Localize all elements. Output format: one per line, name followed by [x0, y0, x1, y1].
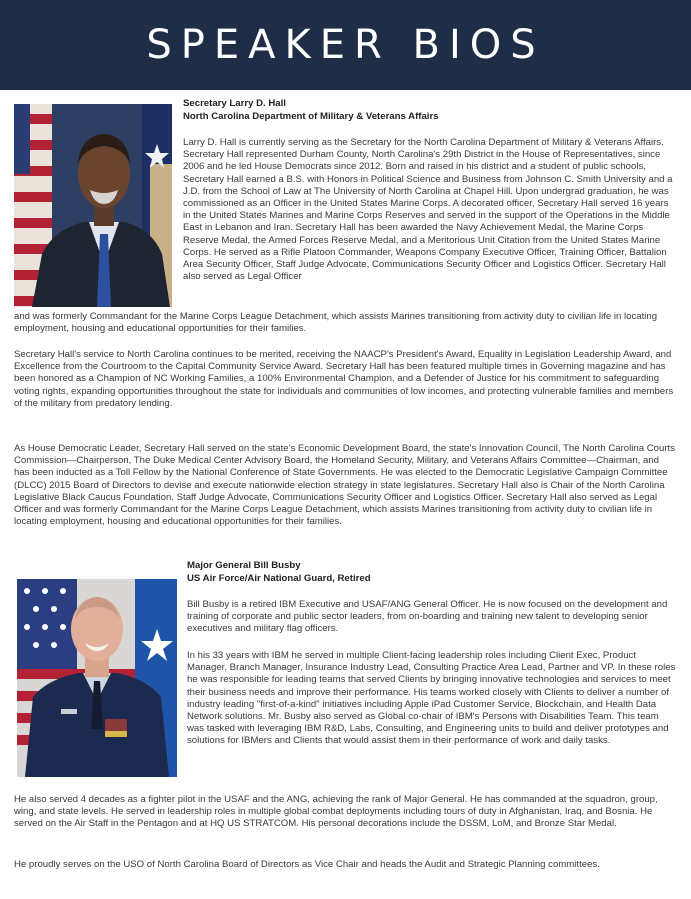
hall-bio-paragraph-1: Larry D. Hall is currently serving as the Secretary for the North Carolina Department of Military & Veterans Affairs. Secretary Hall represented Durham County, North Carolina's 29th District in the House of Representatives, since 2006 and he led House Democrats since 2012. Born and raised in his district and a student of public schools, Secretary Hall earned a B.S. with Honors in Political Science and Business from Johnson C. Smith University and a J.D. from the School of Law at The University of North Carolina at Chapel Hill. Upon undergrad graduation, he was commissioned as an Officer in the United States Marine Corps. A decorated officer, Secretary Hall served 16 years in the United States Marines and Marine Corps Reserves and served in the support of the Operations in the Middle East in Lebanon and Iran. Secretary Hall has been awarded the Navy Achievement Medal, the Marine Corps Reserve Medal, the Armed Forces Reserve Medal, and a Meritorious Unit Citation from the United States Marine Corps. He served as a Rifle Platoon Commander, Weapons Company Executive Officer, Training Officer, Battalion Area Security Officer, Staff Judge Advocate, Communications Security Officer and Logistics Officer. Secretary Hall also served as Legal Officer [183, 137, 673, 283]
speaker-title-hall: North Carolina Department of Military & Veterans Affairs [183, 111, 439, 122]
hall-bio-paragraph-4: As House Democratic Leader, Secretary Hall served on the state's Economic Development Board, the state's Innovation Council, The North Carolina Courts Commission—Chairperson, The Duke Medical Center Advisory Board, the Homeland Security, Military, and Veterans Affairs Committee—Chairman, and has been inducted as a Toll Fellow by the National Conference of State Governments. He was elected to the Democratic Legislative Campaign Committee (DLCC) 2015 Board of Directors to devise and execute nationwide election strategy in state legislatures. Secretary Hall also is Chair of the North Carolina Legislative Black Caucus Foundation. Staff Judge Advocate, Communications Security Officer and Logistics Officer. Secretary Hall also served as Legal Officer and was formerly Commandant for the Marine Corps League Detachment, which assists Marines transitioning from activity duty to civilian life in locating employment, housing and educational opportunities for their families. [14, 443, 675, 528]
speaker-name-hall: Secretary Larry D. Hall [183, 98, 286, 109]
speaker-name-busby: Major General Bill Busby [187, 560, 301, 571]
page-title: SPEAKER BIOS [146, 22, 545, 68]
hall-bio-paragraph-3: Secretary Hall's service to North Carolina continues to be merited, receiving the NAACP's President's Award, Equality in Legislation Leadership Award, and Excellence from the Courtroom to the Capital Community Service Award. Secretary Hall has been featured multiple times in Governing magazine and has been honored as a Champion of NC Working Families, a 100% Environmental Champion, and a Defender of Justice for his commitment to safeguarding voting rights, expanding opportunities throughout the state for individuals and communities of low incomes, and protecting vulnerable families and members of the military from predatory lending. [14, 349, 674, 409]
busby-bio-paragraph-3: He also served 4 decades as a fighter pilot in the USAF and the ANG, achieving the rank of Major General. He has commanded at the squadron, group, wing, and state levels. He served in leadership roles in multiple global combat deployments including tours of duty in Afghanistan, Iraq, and Bosnia. He served on the Air Staff in the Pentagon and at HQ US STRATCOM. His personal decorations include the DSSM, LoM, and Bronze Star Medal. [14, 794, 658, 830]
speaker-title-busby: US Air Force/Air National Guard, Retired [187, 573, 371, 584]
speaker-photo-busby [17, 579, 177, 777]
busby-bio-paragraph-1: Bill Busby is a retired IBM Executive and USAF/ANG General Officer. He is now focused on the development and training of corporate and public sector leaders, from on-boarding and training new talent to developing senior executives and military flag officers. [187, 599, 668, 635]
busby-bio-paragraph-4: He proudly serves on the USO of North Carolina Board of Directors as Vice Chair and heads the Audit and Strategic Planning committees. [14, 859, 600, 870]
speaker-photo-hall [14, 104, 172, 307]
hall-bio-paragraph-2: and was formerly Commandant for the Marine Corps League Detachment, which assists Marines transitioning from activity duty to civilian life in locating employment, housing and educational opportunities for their families. [14, 311, 658, 335]
busby-bio-paragraph-2: In his 33 years with IBM he served in multiple Client-facing leadership roles including Client Exec, Product Manager, Branch Manager, Insurance Industry Lead, Consulting Practice Area Lead, Partner and VP. In these roles he was responsible for leading teams that served Clients by bringing innovative technologies and services to meet their business needs and improve their performance. His teams worked closely with Clients to deliver a number of industry leading "first-of-a-kind" initiatives including Apple iPad Customer Service, Blockchain, and Health Data Network solutions. Mr. Busby also served as Global co-chair of IBM's Persons with Disabilities Team. This team was tasked with leveraging IBM R&D, Labs, Consulting, and Engineering units to build and deliver prototypes and solutions for IBMers and Clients that would assist them in their performance of work and daily tasks. [187, 650, 676, 747]
page-header [0, 0, 691, 90]
